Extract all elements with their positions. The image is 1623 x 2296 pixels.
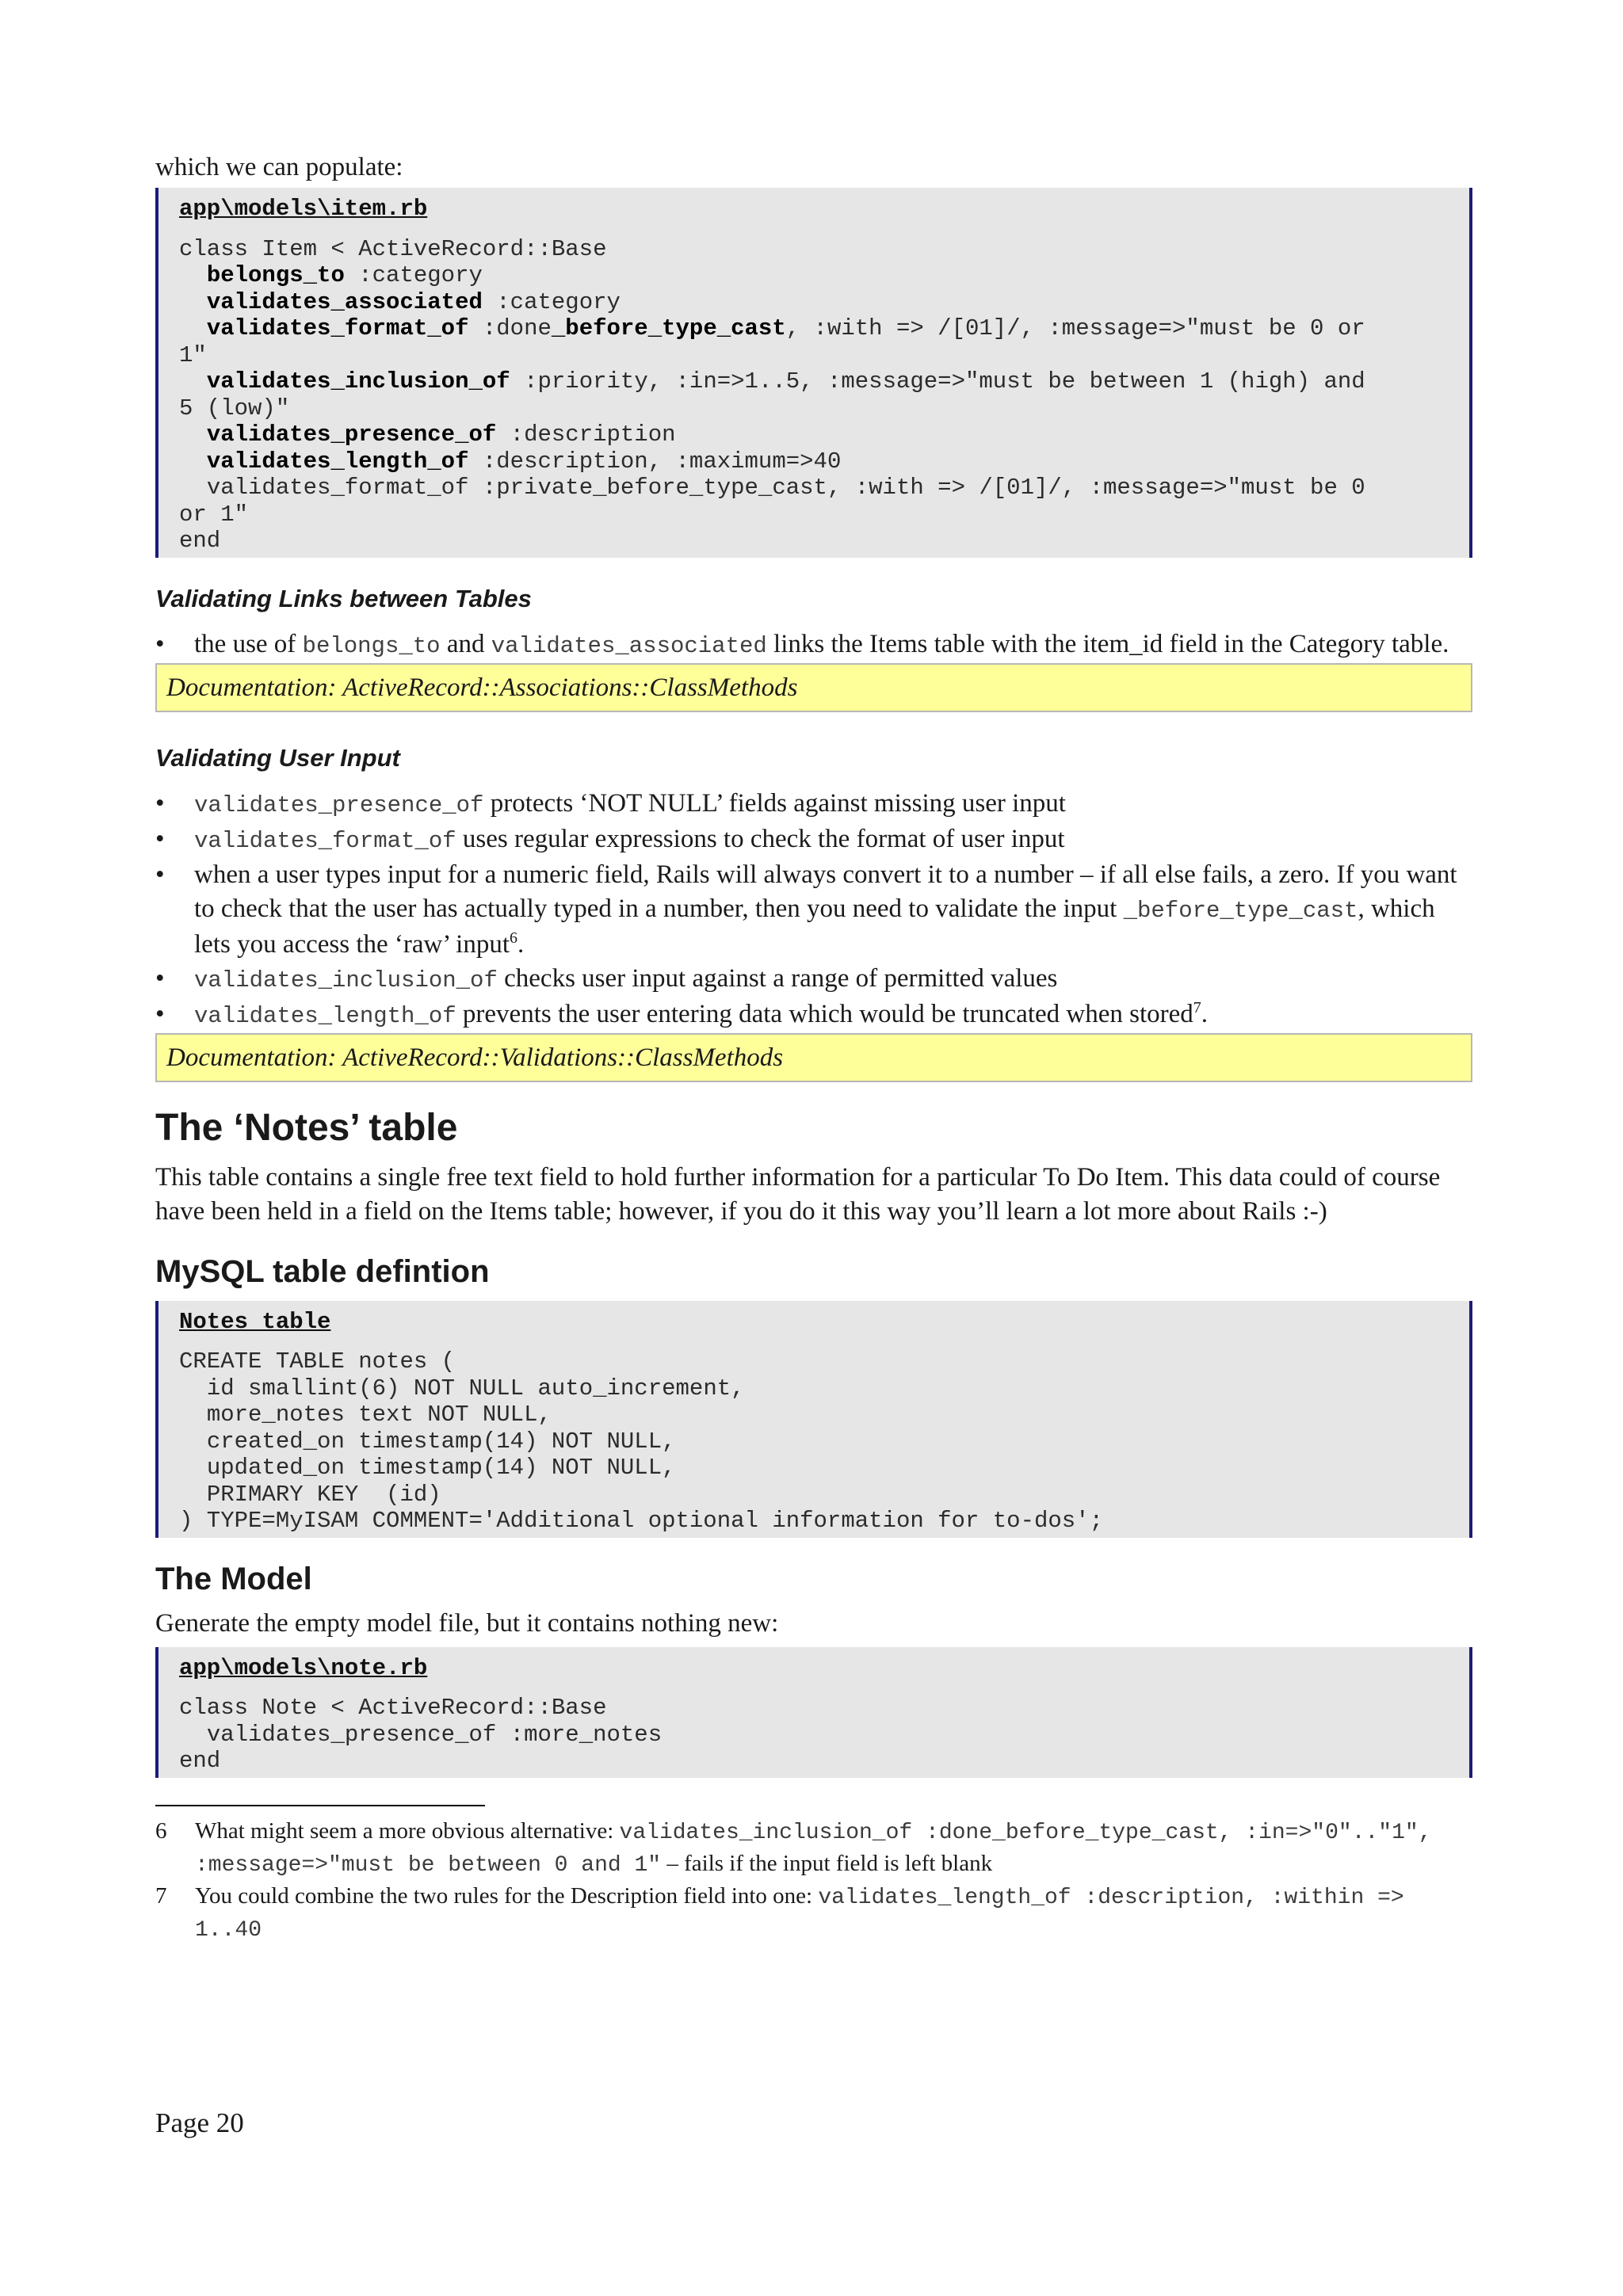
associations-doc-note: Documentation: ActiveRecord::Associations::ClassMethods (155, 663, 1472, 712)
footnote-divider (155, 1805, 485, 1806)
item-model-code: class Item < ActiveRecord::Base belongs_to :category validates_associated :category validates_format_of :done_before_type_cast, :with => /[01]/, :message=>"must be 0 or 1" validates_inclusion_of :priority, :in=>1..5, :message=>"must be between 1 (high) and 5 (low)" validates_presence_of :description validates_length_of :description, :maximum=>40 validates_format_of :private_before_type_cast, :with => /[01]/, :message=>"must be 0 or 1" end (179, 235, 1365, 554)
model-heading: The Model (155, 1561, 312, 1596)
input-bullets (155, 787, 1472, 1033)
input-heading: Validating User Input (155, 743, 400, 772)
list-item: • when a user types input for a numeric field, Rails will always convert it to a number – if all else fails, a zero. If you want to check that the user has actually typed in a number, then you need to validate the input _before_type_cast, which lets you access the ‘raw’ input$^6$. (155, 858, 1472, 962)
mysql-code-block (155, 1301, 1472, 1538)
validations-doc-note: Documentation: ActiveRecord::Validations::ClassMethods (155, 1033, 1472, 1082)
item-model-code-block (155, 188, 1472, 558)
list-item: • validates_presence_of protects ‘NOT NULL’ fields against missing user input (155, 787, 1472, 822)
page-content (155, 151, 1472, 1946)
list-item: • validates_inclusion_of checks user input against a range of permitted values (155, 962, 1472, 997)
footnote-6: 6 What might seem a more obvious alternative: validates_inclusion_of :done_before_type_cast, :in=>"0".."1", :message=>"must be between 0 and 1" – fails if the input field is left blank (155, 1817, 1432, 1878)
mysql-code-filename: Notes table (179, 1308, 331, 1335)
notes-table-description: This table contains a single free text field to hold further information for a particular To Do Item. This data could of course have been held in a field on the Items table; however, if you do it this way you’ll learn a lot more about Rails :-) (155, 1162, 1441, 1226)
notes-table-heading: The ‘Notes’ table (155, 1106, 458, 1149)
note-model-filename: app\models\note.rb (179, 1654, 428, 1681)
note-model-code: class Note < ActiveRecord::Base validates_presence_of :more_notes end (179, 1695, 663, 1774)
mysql-code: CREATE TABLE notes ( id smallint(6) NOT NULL auto_increment, more_notes text NOT NULL, created_on timestamp(14) NOT NULL, updated_on timestamp(14) NOT NULL, PRIMARY KEY (id) ) TYPE=MyISAM COMMENT='Additional optional information for to-dos'; (179, 1348, 1103, 1534)
item-model-filename: app\models\item.rb (179, 196, 428, 222)
page-number: Page 20 (155, 2107, 244, 2138)
links-bullets (155, 627, 1472, 663)
mysql-heading: MySQL table defintion (155, 1253, 490, 1289)
list-item: • the use of belongs_to and validates_associated links the Items table with the item_id field in the Category table. (155, 627, 1472, 663)
model-description: Generate the empty model file, but it contains nothing new: (155, 1608, 779, 1638)
list-item: • validates_format_of uses regular expressions to check the format of user input (155, 822, 1472, 858)
list-item: • validates_length_of prevents the user entering data which would be truncated when stored$^7$. (155, 997, 1472, 1033)
intro-text: which we can populate: (155, 153, 403, 181)
footnote-7: 7 You could combine the two rules for the Description field into one: validates_length_of :description, :within => 1..40 (155, 1882, 1404, 1943)
note-model-code-block (155, 1647, 1472, 1778)
links-heading: Validating Links between Tables (155, 584, 532, 612)
